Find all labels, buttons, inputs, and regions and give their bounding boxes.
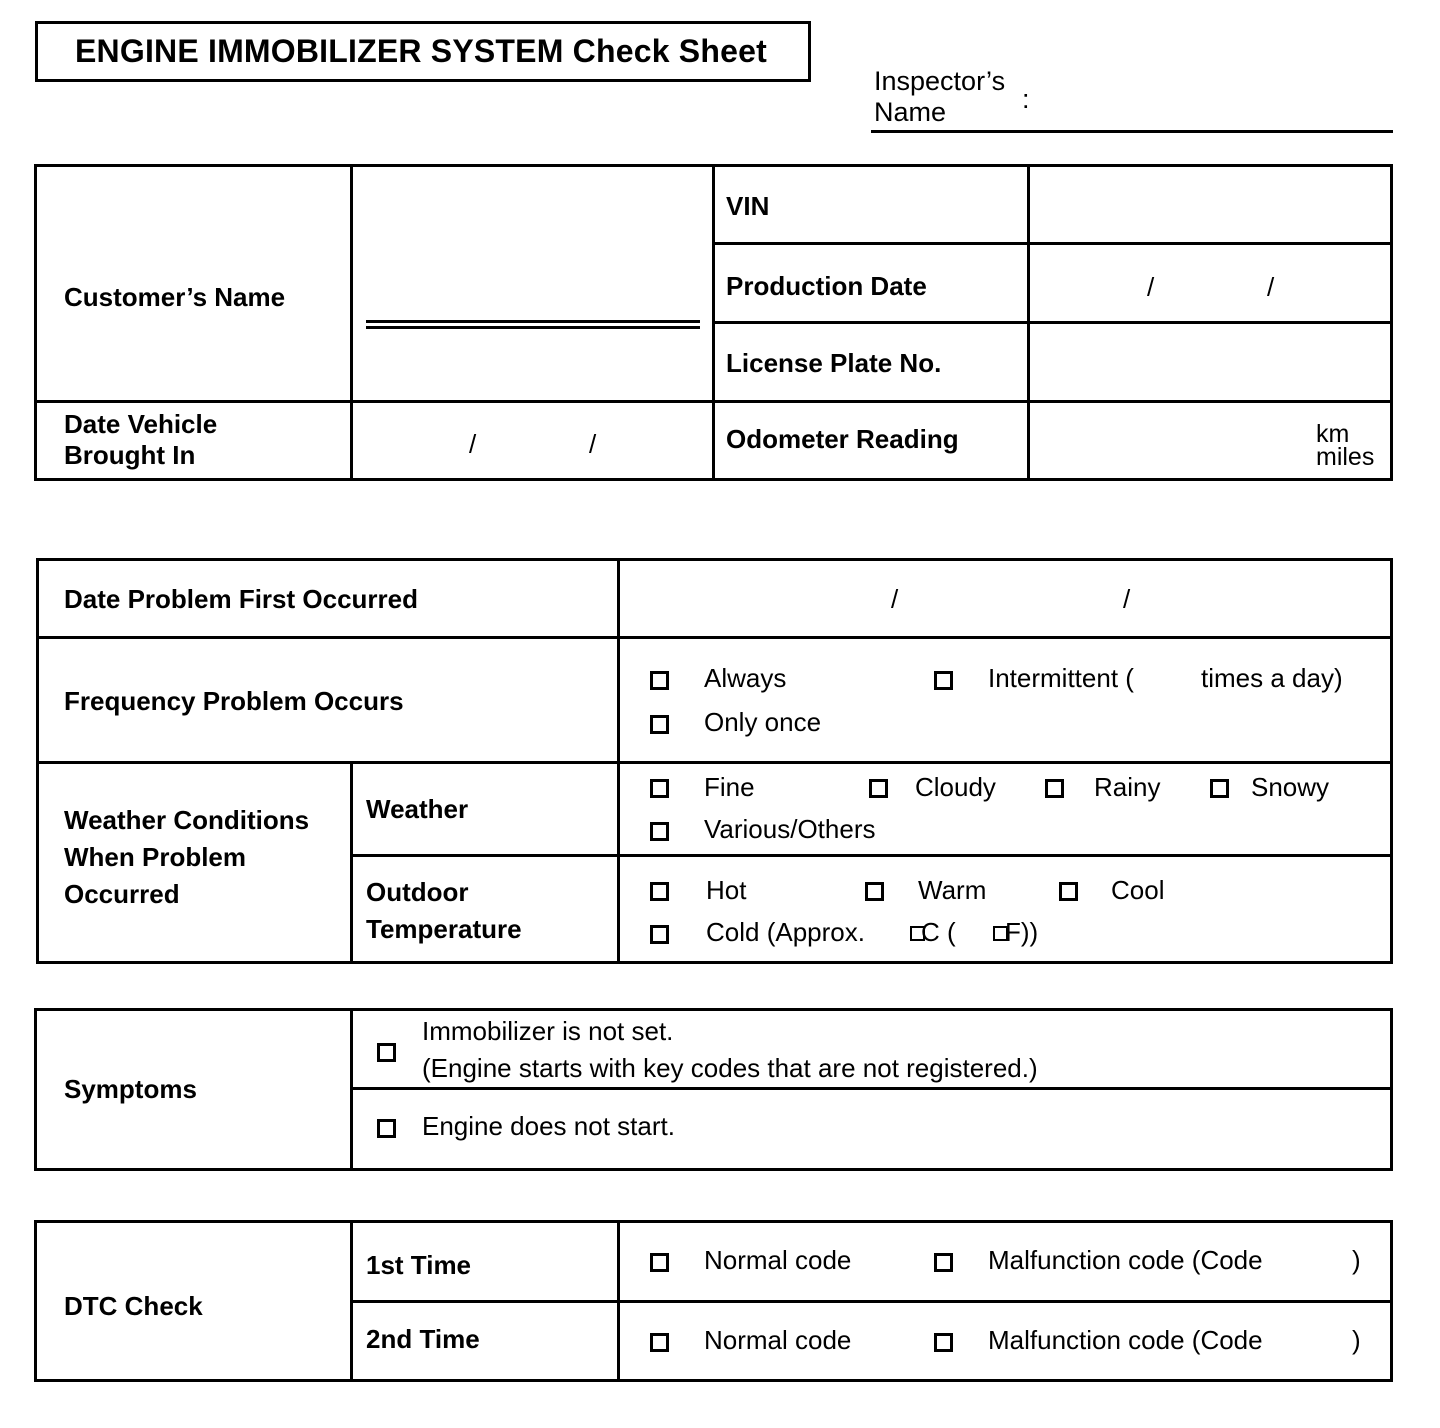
option-times-a-day: times a day) <box>1201 663 1343 693</box>
checkbox-always[interactable] <box>650 671 669 690</box>
first-normal-code: Normal code <box>704 1245 852 1275</box>
second-malfunction-close: ) <box>1352 1325 1361 1355</box>
option-hot: Hot <box>706 875 747 905</box>
production-date-label: Production Date <box>726 271 927 301</box>
dtc-second-time-label: 2nd Time <box>366 1324 480 1354</box>
vin-label: VIN <box>726 191 770 221</box>
option-cloudy: Cloudy <box>915 772 996 802</box>
inspector-name-field[interactable] <box>871 130 1393 133</box>
date-brought-label <box>64 409 217 471</box>
option-always: Always <box>704 663 787 693</box>
checkbox-warm[interactable] <box>865 882 884 901</box>
option-warm: Warm <box>918 875 987 905</box>
weather-label: Weather <box>366 794 469 824</box>
dtc-first-time-label: 1st Time <box>366 1250 472 1280</box>
frequency-label: Frequency Problem Occurs <box>64 686 404 716</box>
checkbox-hot[interactable] <box>650 882 669 901</box>
checkbox-various[interactable] <box>650 822 669 841</box>
symptoms-label: Symptoms <box>64 1074 197 1104</box>
second-normal-code: Normal code <box>704 1325 852 1355</box>
weather-conditions-line2: When Problem <box>64 842 247 872</box>
outdoor-temperature-label <box>366 874 522 948</box>
odometer-label: Odometer Reading <box>726 424 959 454</box>
customer-name-label: Customer’s Name <box>64 282 286 312</box>
symptom-immobilizer-not-set: Immobilizer is not set. <box>422 1016 674 1046</box>
date-brought-separator-1: / <box>469 429 477 459</box>
checkbox-cool[interactable] <box>1059 882 1078 901</box>
symptom-immobilizer-note: (Engine starts with key codes that are not registered.) <box>422 1053 1038 1083</box>
date-brought-separator-2: / <box>589 429 597 459</box>
checkbox-immobilizer-not-set[interactable] <box>377 1043 396 1062</box>
checkbox-fine[interactable] <box>650 779 669 798</box>
inspector-label-line1: Inspector’s <box>874 66 1006 96</box>
date-brought-line1: Date Vehicle <box>64 409 218 439</box>
checkbox-cold[interactable] <box>650 925 669 944</box>
page-title: ENGINE IMMOBILIZER SYSTEM Check Sheet <box>35 21 811 82</box>
symptom-engine-not-start: Engine does not start. <box>422 1111 675 1141</box>
option-snowy: Snowy <box>1251 772 1330 802</box>
dtc-check-label: DTC Check <box>64 1291 203 1321</box>
checkbox-rainy[interactable] <box>1045 779 1064 798</box>
option-rainy: Rainy <box>1094 772 1161 802</box>
first-malfunction-code: Malfunction code (Code <box>988 1245 1263 1275</box>
inspector-label-line2: Name <box>874 97 947 127</box>
weather-conditions-line3: Occurred <box>64 879 180 909</box>
checkbox-only-once[interactable] <box>650 715 669 734</box>
odometer-unit-km: km <box>1316 420 1350 448</box>
customer-name-field[interactable] <box>366 320 700 323</box>
checkbox-second-normal[interactable] <box>650 1333 669 1352</box>
checkbox-engine-not-start[interactable] <box>377 1119 396 1138</box>
odometer-unit-miles: miles <box>1316 443 1375 471</box>
weather-conditions-label <box>64 802 309 913</box>
checkbox-snowy[interactable] <box>1210 779 1229 798</box>
second-malfunction-code: Malfunction code (Code <box>988 1325 1263 1355</box>
option-various: Various/Others <box>704 814 876 844</box>
option-fahrenheit: F)) <box>1005 917 1039 947</box>
option-cool: Cool <box>1111 875 1165 905</box>
checkbox-cloudy[interactable] <box>869 779 888 798</box>
license-plate-label: License Plate No. <box>726 348 942 378</box>
date-first-separator-1: / <box>891 584 899 614</box>
first-malfunction-close: ) <box>1352 1245 1361 1275</box>
checkbox-second-malfunction[interactable] <box>934 1333 953 1352</box>
option-intermittent: Intermittent ( <box>988 663 1134 693</box>
inspector-name-label <box>874 66 1005 128</box>
checkbox-intermittent[interactable] <box>934 671 953 690</box>
checkbox-first-normal[interactable] <box>650 1253 669 1272</box>
inspector-colon: : <box>1022 84 1030 114</box>
production-date-separator-1: / <box>1147 272 1155 302</box>
option-only-once: Only once <box>704 707 822 737</box>
date-first-separator-2: / <box>1123 584 1131 614</box>
weather-conditions-line1: Weather Conditions <box>64 805 310 835</box>
option-fine: Fine <box>704 772 755 802</box>
option-cold: Cold (Approx. <box>706 917 865 947</box>
outdoor-temperature-line1: Outdoor <box>366 877 469 907</box>
option-celsius: C ( <box>921 917 956 947</box>
date-first-occurred-label: Date Problem First Occurred <box>64 584 418 614</box>
production-date-separator-2: / <box>1267 272 1275 302</box>
outdoor-temperature-line2: Temperature <box>366 914 522 944</box>
date-brought-line2: Brought In <box>64 440 196 470</box>
checkbox-first-malfunction[interactable] <box>934 1253 953 1272</box>
